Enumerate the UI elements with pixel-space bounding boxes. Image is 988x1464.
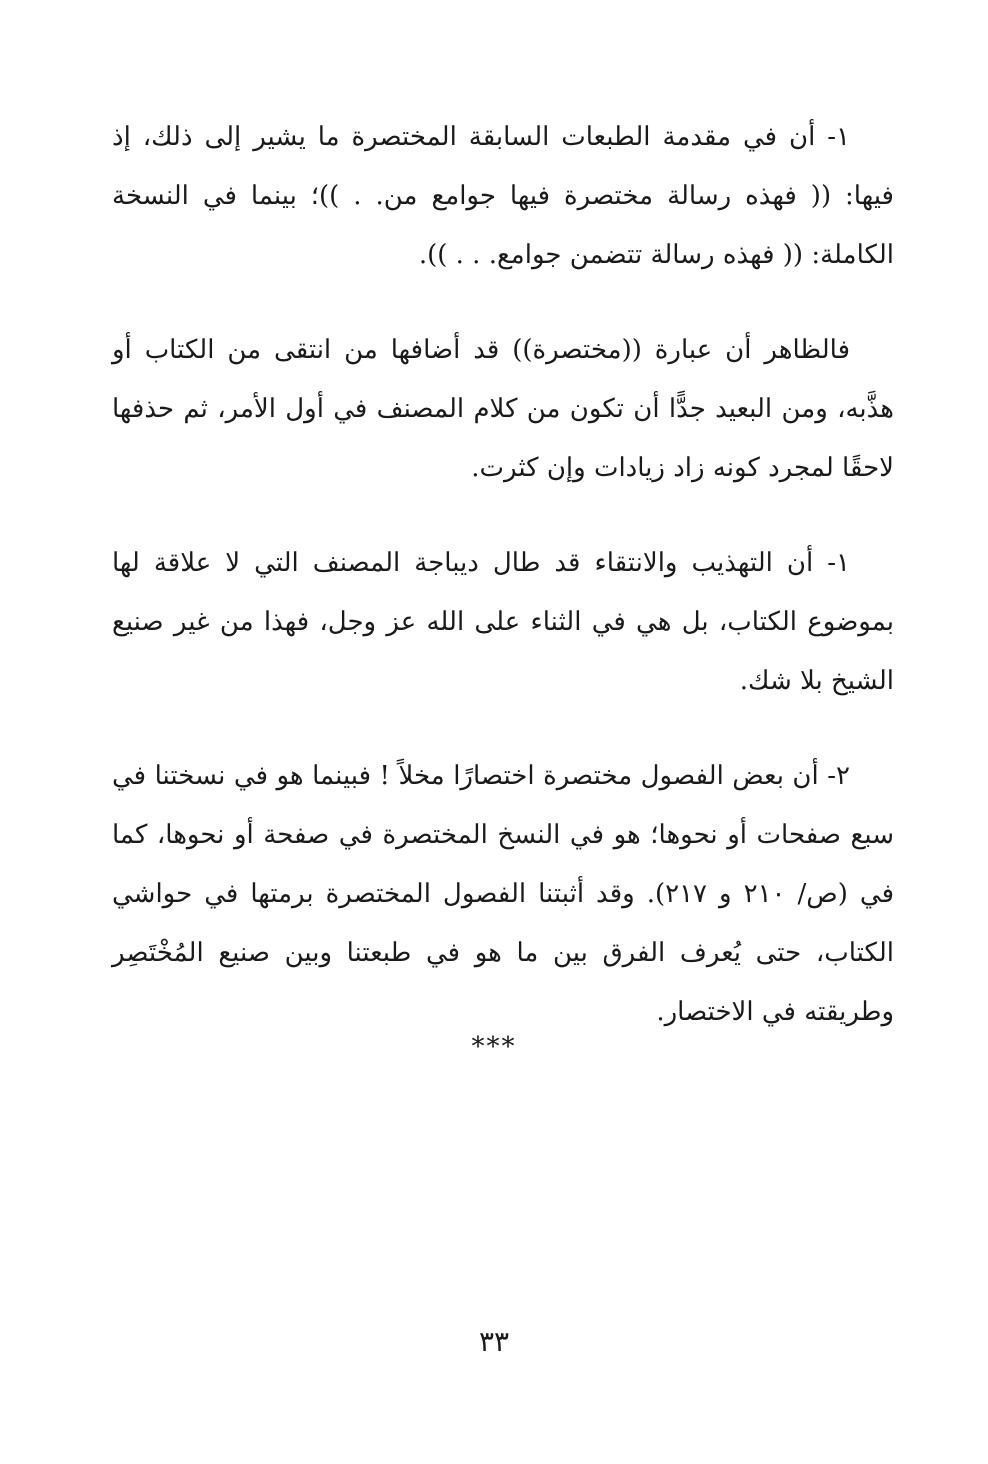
- paragraph-2: فالظاهر أن عبارة ((مختصرة)) قد أضافها من انتقى من الكتاب أو هذَّبه، ومن البعيد جدًّا أن تكون من كلام المصنف في أول الأمر، ثم حذفها لاحقًا لمجرد كونه زاد زيادات وإن كثرت.: [112, 335, 894, 483]
- paragraph-3: ١- أن التهذيب والانتقاء قد طال ديباجة المصنف التي لا علاقة لها بموضوع الكتاب، بل هي في الثناء على الله عز وجل، فهذا من غير صنيع الشيخ بلا شك.: [112, 548, 894, 696]
- paragraph-1: ١- أن في مقدمة الطبعات السابقة المختصرة ما يشير إلى ذلك، إذ فيها: (( فهذه رسالة مختصرة فيها جوامع من. . ))؛ بينما في النسخة الكاملة: (( فهذه رسالة تتضمن جوامع. . . )).: [112, 122, 894, 270]
- paragraph-4: ٢- أن بعض الفصول مختصرة اختصارًا مخلاً ! فبينما هو في نسختنا في سبع صفحات أو نحوها؛ هو في النسخ المختصرة في صفحة أو نحوها، كما في (ص/ ٢١٠ و ٢١٧). وقد أثبتنا الفصول المختصرة برمتها في حواشي الكتاب، حتى يُعرف الفرق بين ما هو في طبعتنا وبين صنيع المُخْتَصِر وطريقته في الاختصار.: [112, 761, 895, 1027]
- body-text: [112, 108, 894, 1078]
- section-separator: ***: [471, 1032, 517, 1062]
- page-number: ٣٣: [478, 1325, 510, 1358]
